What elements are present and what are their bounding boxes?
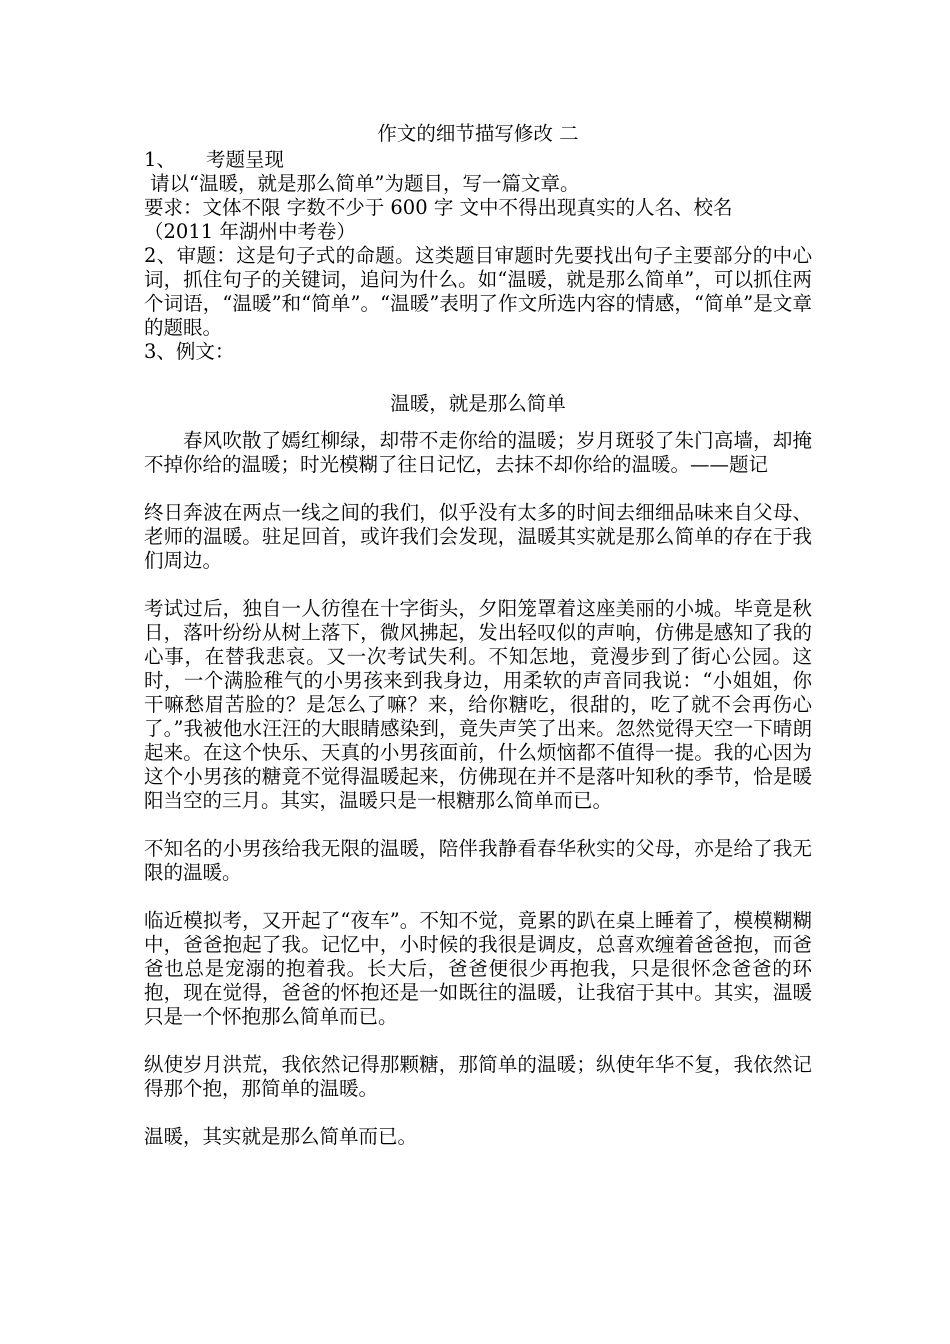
section-1-number: 1、 bbox=[144, 148, 176, 171]
essay-paragraph-epigraph: 春风吹散了嫣红柳绿，却带不走你给的温暖；岁月斑驳了朱门高墙，却掩不掉你给的温暖；时光模糊了往日记忆，去抹不却你给的温暖。——题记 bbox=[144, 429, 812, 476]
spacer bbox=[144, 364, 812, 392]
essay-paragraph: 临近模拟考，又开起了“夜车”。不知不觉，竟累的趴在桌上睡着了，模模糊糊中，爸爸抱起了我。记忆中，小时候的我很是调皮，总喜欢缠着爸爸抱，而爸爸也总是宠溺的抱着我。长大后，爸爸便很少再抱我，只是很怀念爸爸的环抱，现在觉得，爸爸的怀抱还是一如既往的温暖，让我宿于其中。其实，温暖只是一个怀抱那么简单而已。 bbox=[144, 909, 812, 1028]
essay-paragraph-closing: 温暖，其实就是那么简单而已。 bbox=[144, 1125, 418, 1148]
essay-paragraph: 终日奔波在两点一线之间的我们，似乎没有太多的时间去细细品味来自父母、老师的温暖。驻足回首，或许我们会发现，温暖其实就是那么简单的存在于我们周边。 bbox=[144, 501, 812, 572]
section-1-heading bbox=[144, 148, 812, 172]
document-page bbox=[144, 122, 812, 1173]
essay-paragraph: 考试过后，独自一人彷徨在十字街头，夕阳笼罩着这座美丽的小城。毕竟是秋日，落叶纷纷从树上落下，微风拂起，发出轻叹似的声响，仿佛是感知了我的心事，在替我悲哀。又一次考试失利。不知怎地，竟漫步到了街心公园。这时，一个满脸稚气的小男孩来到我身边，用柔软的声音同我说：“小姐姐，你干嘛愁眉苦脸的？是怎么了嘛？来，给你糖吃，很甜的，吃了就不会再伤心了。”我被他水汪汪的大眼睛感染到，竟失声笑了出来。忽然觉得天空一下晴朗起来。在这个快乐、天真的小男孩面前，什么烦恼都不值得一提。我的心因为这个小男孩的糖竟不觉得温暖起来，仿佛现在并不是落叶知秋的季节，恰是暖阳当空的三月。其实，温暖只是一根糖那么简单而已。 bbox=[144, 597, 812, 812]
section-3-heading: 3、例文： bbox=[144, 340, 235, 363]
section-2-analysis: 2、审题：这是句子式的命题。这类题目审题时先要找出句子主要部分的中心词，抓住句子的关键词，追问为什么。如“温暖，就是那么简单”，可以抓住两个词语，“温暖”和“简单”。“温暖”表明了作文所选内容的情感，“简单”是文章的题眼。 bbox=[144, 244, 812, 339]
essay-title: 温暖，就是那么简单 bbox=[390, 392, 566, 415]
document-title: 作文的细节描写修改 二 bbox=[377, 122, 579, 145]
section-1-label: 考题呈现 bbox=[206, 148, 285, 171]
essay-paragraph: 纵使岁月洪荒，我依然记得那颗糖，那简单的温暖；纵使年华不复，我依然记得那个抱，那简单的温暖。 bbox=[144, 1053, 812, 1100]
essay-prompt: 请以“温暖，就是那么简单”为题目，写一篇文章。 bbox=[150, 172, 580, 195]
exam-source: （2011 年湖州中考卷） bbox=[144, 220, 356, 243]
essay-requirements: 要求：文体不限 字数不少于 600 字 文中不得出现真实的人名、校名 bbox=[144, 196, 733, 219]
essay-paragraph: 不知名的小男孩给我无限的温暖，陪伴我静看春华秋实的父母，亦是给了我无限的温暖。 bbox=[144, 837, 812, 884]
